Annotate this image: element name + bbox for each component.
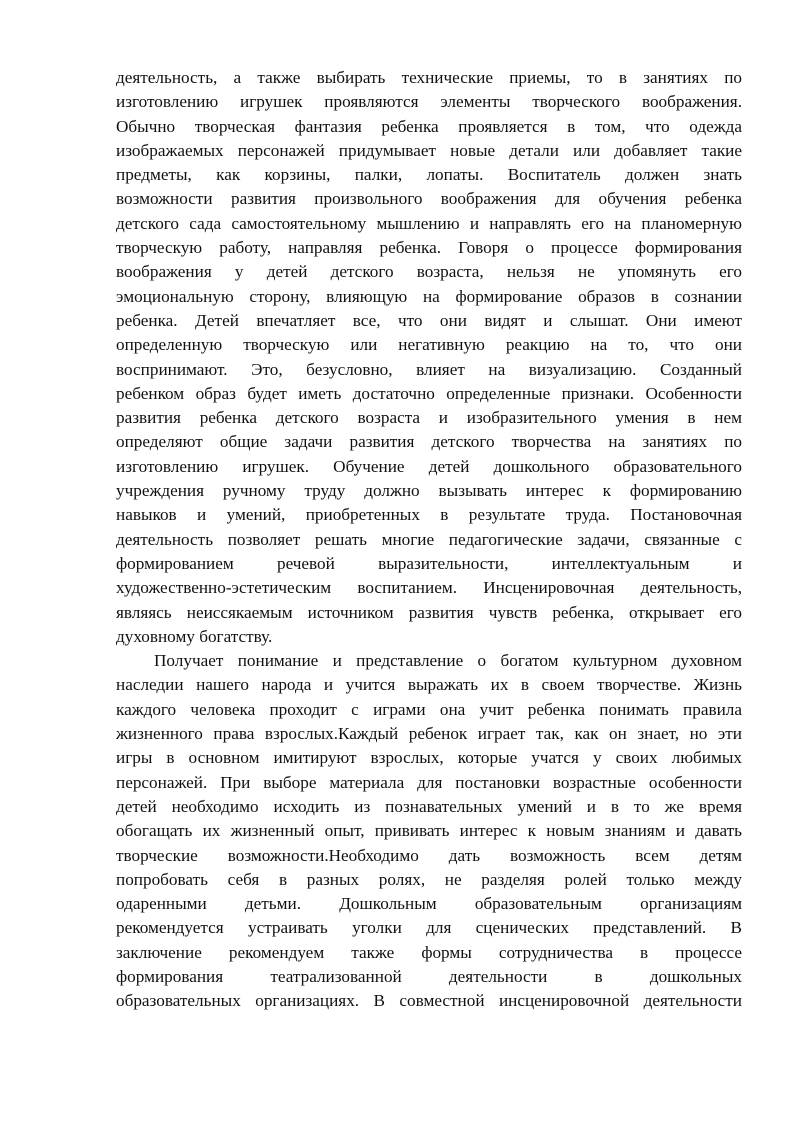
text-line: возможности развития произвольного воображения для обучения ребенка xyxy=(116,189,742,209)
text-line: навыков и умений, приобретенных в результате труда. Постановочная xyxy=(116,505,742,525)
text-line: наследии нашего народа и учится выражать их в своем творчестве. Жизнь xyxy=(116,675,742,695)
text-line: Обычно творческая фантазия ребенка проявляется в том, что одежда xyxy=(116,116,742,136)
text-line: детей необходимо исходить из познавательных умений и в то же время xyxy=(116,796,742,816)
text-line: изготовлению игрушек проявляются элементы творческого воображения. xyxy=(116,92,742,112)
body-text xyxy=(116,66,742,1014)
text-line: Получает понимание и представление о богатом культурном духовном xyxy=(154,651,742,671)
text-line: воображения у детей детского возраста, нельзя не упомянуть его xyxy=(116,262,742,282)
text-line: воспринимают. Это, безусловно, влияет на визуализацию. Созданный xyxy=(116,359,742,379)
text-line: деятельность, а также выбирать технические приемы, то в занятиях по xyxy=(116,68,742,87)
text-line: эмоциональную сторону, влияющую на формирование образов в сознании xyxy=(116,286,742,306)
text-line: рекомендуется устраивать уголки для сценических представлений. В xyxy=(116,918,742,938)
text-line: детского сада самостоятельному мышлению и направлять его на планомерную xyxy=(116,213,742,233)
text-line: творческую работу, направляя ребенка. Говоря о процессе формирования xyxy=(116,238,742,258)
text-line: жизненного права взрослых.Каждый ребенок играет так, как он знает, но эти xyxy=(116,724,742,744)
text-line: предметы, как корзины, палки, лопаты. Воспитатель должен знать xyxy=(116,165,742,185)
text-line: художественно-эстетическим воспитанием. Инсценировочная деятельность, xyxy=(116,578,742,598)
text-line: попробовать себя в разных ролях, не разделяя ролей только между xyxy=(116,869,742,889)
text-line: являясь неиссякаемым источником развития чувств ребенка, открывает его xyxy=(116,602,742,622)
text-line: формированием речевой выразительности, интеллектуальным и xyxy=(116,553,742,573)
paragraph xyxy=(116,649,742,1013)
text-line: творческие возможности.Необходимо дать возможность всем детям xyxy=(116,845,742,865)
text-line: игры в основном имитируют взрослых, которые учатся у своих любимых xyxy=(116,748,742,768)
text-line: ребенка. Детей впечатляет все, что они видят и слышат. Они имеют xyxy=(116,310,742,330)
text-line: образовательных организациях. В совместной инсценировочной деятельности xyxy=(116,991,742,1011)
text-line: заключение рекомендуем также формы сотрудничества в процессе xyxy=(116,942,742,962)
text-line: каждого человека проходит с играми она учит ребенка понимать правила xyxy=(116,699,742,719)
text-line: персонажей. При выборе материала для постановки возрастные особенности xyxy=(116,772,742,792)
paragraph xyxy=(116,66,742,649)
text-line: учреждения ручному труду должно вызывать интерес к формированию xyxy=(116,481,742,501)
text-line: изготовлению игрушек. Обучение детей дошкольного образовательного xyxy=(116,456,742,476)
text-line: ребенком образ будет иметь достаточно определенные признаки. Особенности xyxy=(116,383,742,403)
text-line: одаренными детьми. Дошкольным образовательным организациям xyxy=(116,894,742,914)
text-line: духовному богатству. xyxy=(116,626,273,646)
text-line: обогащать их жизненный опыт, прививать интерес к новым знаниям и давать xyxy=(116,821,742,841)
text-line: изображаемых персонажей придумывает новые детали или добавляет такие xyxy=(116,140,742,160)
text-line: развития ребенка детского возраста и изобразительного умения в нем xyxy=(116,408,742,428)
text-line: определенную творческую или негативную реакцию на то, что они xyxy=(116,335,742,355)
text-line: определяют общие задачи развития детского творчества на занятиях по xyxy=(116,432,742,452)
text-line: деятельность позволяет решать многие педагогические задачи, связанные с xyxy=(116,529,742,549)
text-line: формирования театрализованной деятельности в дошкольных xyxy=(116,966,742,986)
